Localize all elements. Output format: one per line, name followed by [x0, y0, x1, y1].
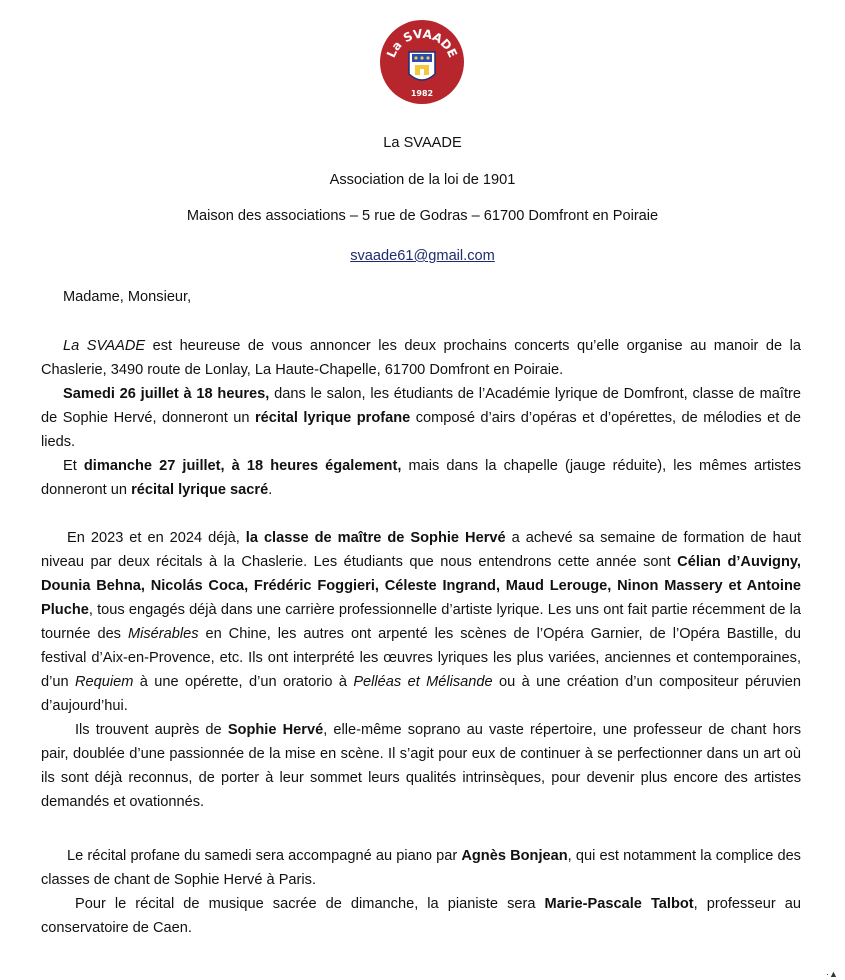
email-link[interactable]: svaade61@gmail.com [350, 248, 495, 264]
pianists-section [41, 844, 801, 940]
intro-section [41, 334, 801, 502]
paragraph-artists: En 2023 et en 2024 déjà, la classe de maître de Sophie Hervé a achevé sa semaine de formation de haut niveau par deux récitals à la Chaslerie. Les étudiants que nous entendrons cette année sont Célian d’Auvigny, Dounia Behna, Nicolás Coca, Frédéric Foggieri, Céleste Ingrand, Maud Lerouge, Ninon Massery et Antoine Pluche, tous engagés déjà dans une carrière professionnelle d’artiste lyrique. Les uns ont fait partie récemment de la tournée des Misérables en Chine, les autres ont arpenté les scènes de l’Opéra Garnier, de l’Opéra Bastille, du festival d’Aix-en-Provence, etc. Ils ont interprété les œuvres lyriques les plus variées, anciennes et contemporaines, d’un Requiem à une opérette, d’un oratorio à Pelléas et Mélisande ou à une création d’un compositeur péruvien d’aujourd’hui. [41, 530, 802, 714]
svg-text:La SVAADE: La SVAADE [384, 26, 460, 60]
paragraph-intro: La SVAADE est heureuse de vous annoncer les deux prochains concerts qu’elle organise au manoir de la Chaslerie, 3490 route de Lonlay, La Haute-Chapelle, 61700 Domfront en Poiraie. [41, 338, 801, 378]
paragraph-teacher: Ils trouvent auprès de Sophie Hervé, elle-même soprano au vaste répertoire, une professeur de chant hors pair, doublée d’une passionnée de la mise en scène. Il s’agit pour eux de continuer à se perfectionner dans un art où ils sont déjà reconnus, de porter à leur sommet leurs qualités intrinsèques, pour devenir plus encore des artistes demandés et ovationnés. [41, 722, 801, 810]
paragraph-sunday: Et dimanche 27 juillet, à 18 heures également, mais dans la chapelle (jauge réduite), les mêmes artistes donneront un récital lyrique sacré. [41, 458, 802, 498]
org-subtitle: Association de la loi de 1901 [329, 172, 516, 188]
paragraph-saturday: Samedi 26 juillet à 18 heures, dans le salon, les étudiants de l’Académie lyrique de Domfront, classe de maître de Sophie Hervé, donneront un récital lyrique profane composé d’airs d’opéras et d’opérettes, de mélodies et de lieds. [41, 386, 801, 450]
org-address: Maison des associations – 5 rue de Godras – 61700 Domfront en Poiraie [186, 208, 659, 224]
svaade-logo [379, 19, 465, 105]
artists-section [41, 526, 801, 814]
paragraph-pianist-sunday: Pour le récital de musique sacrée de dimanche, la pianiste sera Marie-Pascale Talbot, professeur au conservatoire de Caen. [41, 896, 801, 936]
org-name: La SVAADE [383, 135, 462, 151]
salutation: Madame, Monsieur, [63, 289, 192, 305]
logo-year: 1982 [410, 89, 434, 98]
paragraph-pianist-saturday: Le récital profane du samedi sera accompagné au piano par Agnès Bonjean, qui est notamment la complice des classes de chant de Sophie Hervé à Paris. [41, 848, 801, 888]
scan-mark: ·▲ [826, 969, 838, 979]
